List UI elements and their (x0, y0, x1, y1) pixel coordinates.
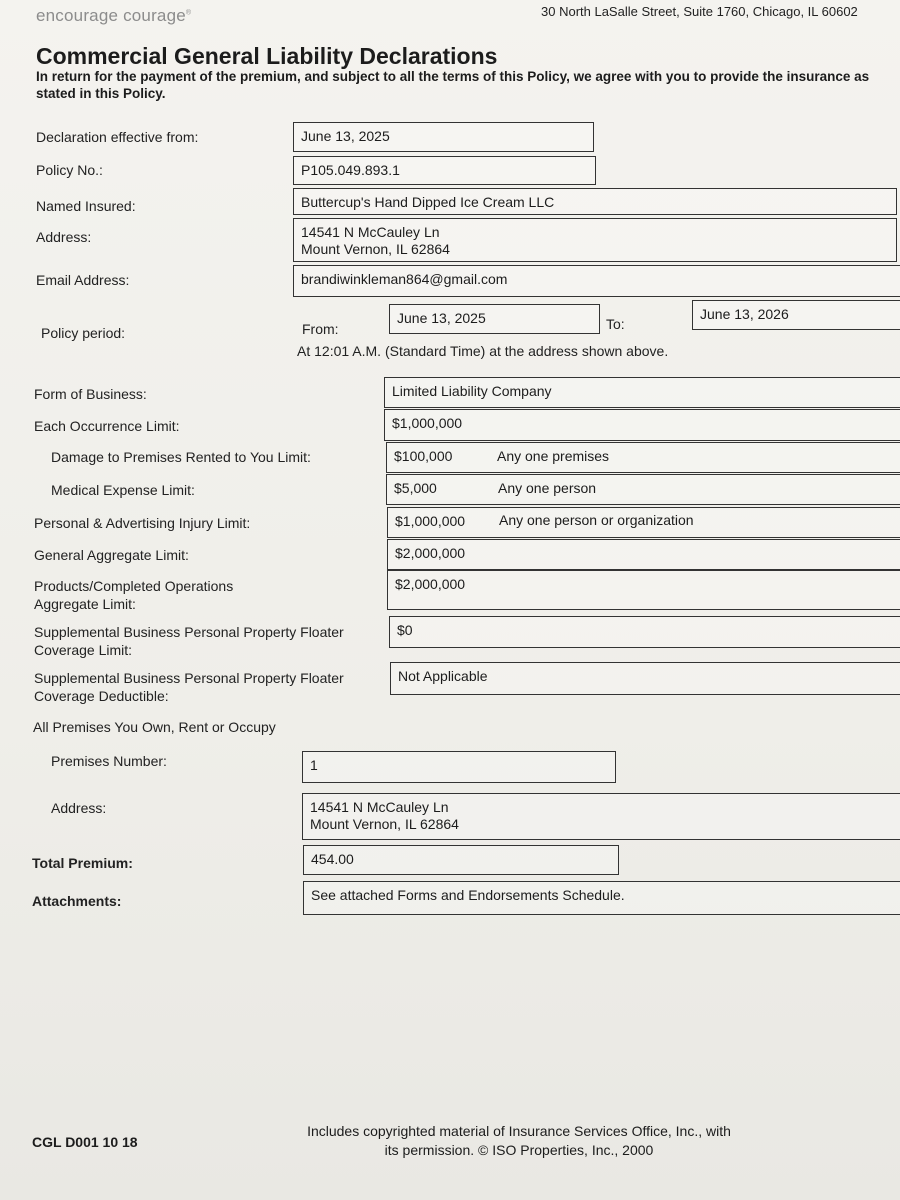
floater-limit-field: $0 (389, 616, 900, 648)
policy-no-field: P105.049.893.1 (293, 156, 596, 185)
premises-address-field (302, 793, 900, 840)
general-aggregate-field: $2,000,000 (387, 539, 900, 570)
general-aggregate-label: General Aggregate Limit: (34, 547, 189, 563)
policy-no-label: Policy No.: (36, 162, 103, 178)
intro-text: In return for the payment of the premium, and subject to all the terms of this Policy, we agree with you to provide the insurance as stated in this Policy. (36, 69, 870, 101)
named-insured-field: Buttercup's Hand Dipped Ice Cream LLC (293, 188, 897, 215)
damage-premises-label: Damage to Premises Rented to You Limit: (51, 449, 311, 465)
email-field: brandiwinkleman864@gmail.com (293, 265, 900, 297)
total-premium-label: Total Premium: (32, 855, 133, 871)
copyright-line2: its permission. © ISO Properties, Inc., 2000 (384, 1142, 654, 1158)
floater-deductible-field: Not Applicable (390, 662, 900, 695)
floater-limit-label (34, 623, 344, 659)
products-aggregate-label-line2: Aggregate Limit: (34, 596, 136, 612)
company-address: 30 North LaSalle Street, Suite 1760, Chicago, IL 60602 (541, 4, 858, 19)
effective-label: Declaration effective from: (36, 129, 199, 145)
attachments-field: See attached Forms and Endorsements Schedule. (303, 881, 900, 915)
period-to-field: June 13, 2026 (692, 300, 900, 330)
named-insured-label: Named Insured: (36, 198, 136, 214)
period-time-note: At 12:01 A.M. (Standard Time) at the address shown above. (297, 343, 669, 359)
personal-injury-value: $1,000,000 (395, 513, 466, 529)
policy-period-label: Policy period: (41, 325, 126, 341)
company-logo: encourage courage® (36, 6, 192, 25)
each-occurrence-field: $1,000,000 (384, 409, 900, 441)
floater-limit-label-line2: Coverage Limit: (34, 642, 133, 658)
personal-injury-field (387, 507, 900, 538)
damage-premises-value: $100,000 (394, 448, 453, 464)
products-aggregate-field: $2,000,000 (387, 570, 900, 610)
premises-number-label: Premises Number: (51, 753, 167, 769)
medical-expense-label: Medical Expense Limit: (51, 482, 195, 498)
medical-expense-note: Any one person (498, 480, 597, 496)
products-aggregate-label (34, 577, 233, 613)
personal-injury-note: Any one person or organization (499, 512, 694, 528)
premises-number-field: 1 (302, 751, 616, 783)
page-title: Commercial General Liability Declarations (36, 43, 498, 69)
floater-deductible-label-line1: Supplemental Business Personal Property Floater (34, 670, 344, 686)
attachments-label: Attachments: (32, 893, 122, 909)
premises-address-line2: Mount Vernon, IL 62864 (310, 816, 459, 832)
effective-date-field: June 13, 2025 (293, 122, 594, 152)
insured-address-line1: 14541 N McCauley Ln (301, 224, 440, 240)
premises-heading: All Premises You Own, Rent or Occupy (33, 719, 276, 735)
medical-expense-value: $5,000 (394, 480, 437, 496)
floater-deductible-label (34, 669, 344, 705)
copyright-notice (284, 1122, 754, 1160)
products-aggregate-label-line1: Products/Completed Operations (34, 578, 234, 594)
floater-deductible-label-line2: Coverage Deductible: (34, 688, 169, 704)
personal-injury-label: Personal & Advertising Injury Limit: (34, 515, 251, 531)
total-premium-field: 454.00 (303, 845, 619, 875)
each-occurrence-label: Each Occurrence Limit: (34, 418, 180, 434)
premises-address-label: Address: (51, 800, 107, 816)
form-code: CGL D001 10 18 (32, 1134, 138, 1150)
insured-address-line2: Mount Vernon, IL 62864 (301, 241, 450, 257)
address-label: Address: (36, 229, 92, 245)
premises-address-line1: 14541 N McCauley Ln (310, 799, 449, 815)
form-of-business-field: Limited Liability Company (384, 377, 900, 408)
period-from-field: June 13, 2025 (389, 304, 600, 334)
damage-premises-field (386, 442, 900, 473)
period-to-label: To: (606, 316, 625, 332)
damage-premises-note: Any one premises (497, 448, 610, 464)
floater-limit-label-line1: Supplemental Business Personal Property Floater (34, 624, 344, 640)
medical-expense-field (386, 474, 900, 505)
period-from-label: From: (302, 321, 339, 337)
form-of-business-label: Form of Business: (34, 386, 147, 402)
copyright-line1: Includes copyrighted material of Insurance Services Office, Inc., with (307, 1123, 731, 1139)
email-label: Email Address: (36, 272, 130, 288)
insured-address-field (293, 218, 897, 262)
